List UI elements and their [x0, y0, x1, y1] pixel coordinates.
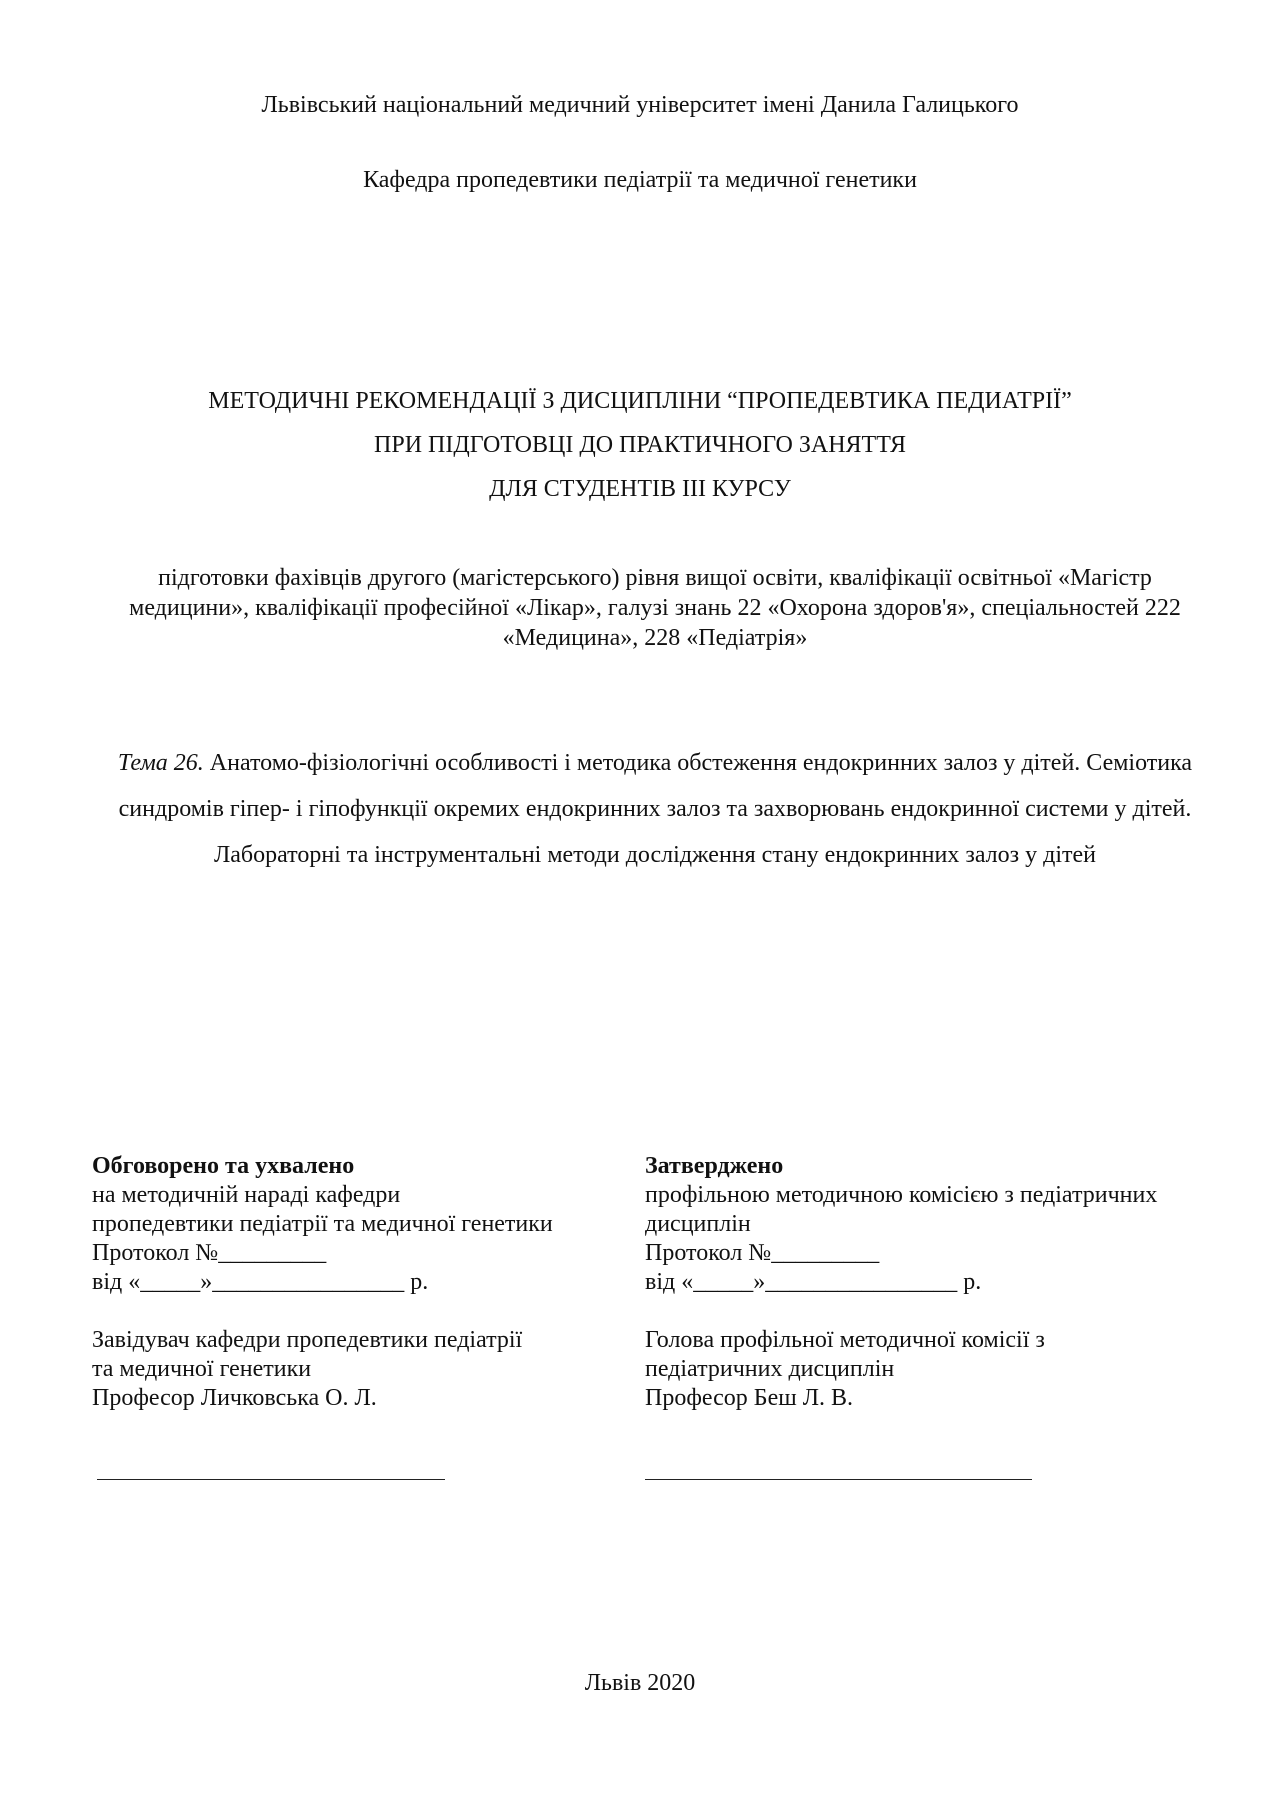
qualification-paragraph: підготовки фахівців другого (магістерського) рівня вищої освіти, кваліфікації освітньої «Магістр медицини», кваліфікації професійної «Лікар», галузі знань 22 «Охорона здоров'я», спеціальностей 222 «Медицина», 228 «Педіатрія»: [129, 565, 1181, 651]
discussed-heading: Обговорено та ухвалено: [92, 1153, 355, 1179]
department-head-name: Професор Личковська О. Л.: [92, 1385, 377, 1411]
commission-head-title-2: педіатричних дисциплін: [645, 1356, 895, 1382]
commission-head-title-1: Голова профільної методичної комісії з: [645, 1327, 1045, 1353]
discussed-protocol: Протокол №_________: [92, 1240, 327, 1266]
title-line-1: МЕТОДИЧНІ РЕКОМЕНДАЦІЇ З ДИСЦИПЛІНИ “ПРОПЕДЕВТИКА ПЕДИАТРІЇ”: [208, 388, 1072, 414]
department-head-title-1: Завідувач кафедри пропедевтики педіатрії: [92, 1327, 523, 1353]
right-signature-line: [645, 1479, 1032, 1480]
title-line-2: ПРИ ПІДГОТОВЦІ ДО ПРАКТИЧНОГО ЗАНЯТТЯ: [374, 432, 906, 458]
department-name: Кафедра пропедевтики педіатрії та медичної генетики: [363, 167, 917, 193]
commission-head-name: Професор Беш Л. В.: [645, 1385, 853, 1411]
discussed-line-1: на методичній нараді кафедри: [92, 1182, 401, 1208]
approved-block: [645, 1152, 1205, 1413]
approved-date: від «_____»________________ р.: [645, 1269, 982, 1295]
discussed-block: [92, 1152, 612, 1413]
university-name: Львівський національний медичний університет імені Данила Галицького: [261, 92, 1019, 118]
topic-paragraph: [110, 740, 1200, 878]
approved-line-1: профільною методичною комісією з педіатричних: [645, 1182, 1158, 1208]
discussed-line-2: пропедевтики педіатрії та медичної генетики: [92, 1211, 553, 1237]
approved-heading: Затверджено: [645, 1153, 784, 1179]
topic-label: Тема 26.: [117, 750, 204, 776]
approved-line-2: дисциплін: [645, 1211, 751, 1237]
city-year: Львів 2020: [584, 1670, 696, 1696]
title-line-3: ДЛЯ СТУДЕНТІВ ІІІ КУРСУ: [489, 476, 791, 502]
topic-text: Анатомо-фізіологічні особливості і методика обстеження ендокринних залоз у дітей. Семіотика синдромів гіпер- і гіпофункції окремих ендокринних залоз та захворювань ендокринної системи у дітей. Лабораторні та інструментальні методи дослідження стану ендокринних залоз у дітей: [118, 750, 1193, 868]
discussed-date: від «_____»________________ р.: [92, 1269, 429, 1295]
left-signature-line: [97, 1479, 445, 1480]
department-head-title-2: та медичної генетики: [92, 1356, 312, 1382]
approved-protocol: Протокол №_________: [645, 1240, 880, 1266]
